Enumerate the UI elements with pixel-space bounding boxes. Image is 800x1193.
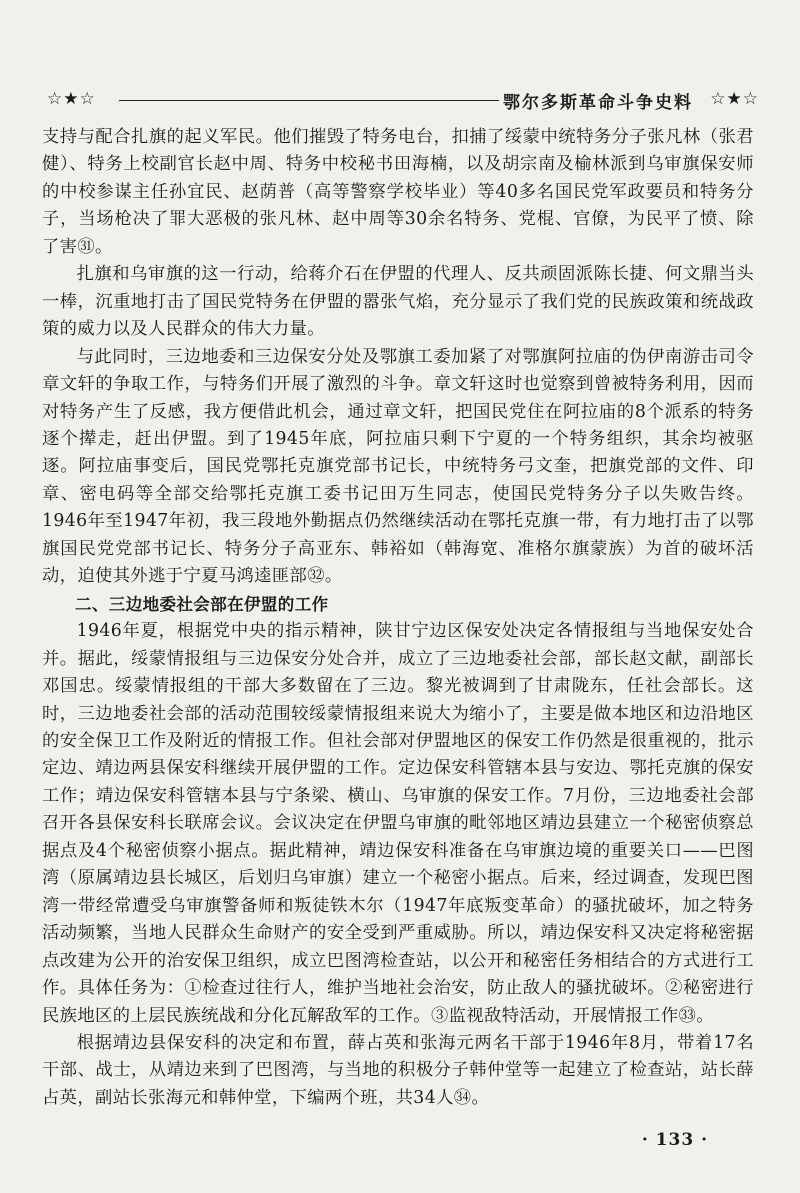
paragraph-continuation: 支持与配合扎旗的起义军民。他们摧毁了特务电台，扣捕了绥蒙中统特务分子张凡林（张君健）、特务上校副官长赵中周、特务中校秘书田海楠，以及胡宗南及榆林派到乌审旗保安师的中校参谋主任孙宜民、赵荫普（高等警察学校毕业）等40多名国民党军政要员和特务分子，当场枪决了罪大恶极的张凡林、赵中周等30余名特务、党棍、官僚，为民平了愤、除了害㉛。 bbox=[42, 127, 754, 257]
header-stars-right: ☆★☆ bbox=[710, 89, 759, 109]
header-stars-left: ☆★☆ bbox=[47, 89, 96, 109]
header-title: 鄂尔多斯革命斗争史料 bbox=[503, 93, 693, 113]
page-number: · 133 · bbox=[641, 1130, 708, 1150]
section-heading: 二、三边地委社会部在伊盟的工作 bbox=[75, 594, 329, 614]
paragraph: 与此同时，三边地委和三边保安分处及鄂旗工委加紧了对鄂旗阿拉庙的伪伊南游击司令章文轩的争取工作，与特务们开展了激烈的斗争。章文轩这时也觉察到曾被特务利用，因而对特务产生了反感，我方便借此机会，通过章文轩，把国民党住在阿拉庙的8个派系的特务逐个撵走，赶出伊盟。到了1945年底，阿拉庙只剩下宁夏的一个特务组织，其余均被驱逐。阿拉庙事变后，国民党鄂托克旗党部书记长，中统特务弓文奎，把旗党部的文件、印章、密电码等全部交给鄂托克旗工委书记田万生同志，使国民党特务分子以失败告终。1946年至1947年初，我三段地外勤据点仍然继续活动在鄂托克旗一带，有力地打击了以鄂旗国民党党部书记长、特务分子高亚东、韩裕如（韩海宽、准格尔旗蒙族）为首的破坏活动，迫使其外逃于宁夏马鸿逵匪部㉜。 bbox=[42, 346, 754, 587]
paragraph: 扎旗和乌审旗的这一行动，给蒋介石在伊盟的代理人、反共顽固派陈长捷、何文鼎当头一棒，沉重地打击了国民党特务在伊盟的嚣张气焰，充分显示了我们党的民族政策和统战政策的威力以及人民群众的伟大力量。 bbox=[42, 264, 754, 340]
header-rule bbox=[119, 100, 499, 101]
paragraph: 1946年夏，根据党中央的指示精神，陕甘宁边区保安处决定各情报组与当地保安处合并。据此，绥蒙情报组与三边保安分处合并，成立了三边地委社会部，部长赵文献，副部长邓国忠。绥蒙情报组的干部大多数留在了三边。黎光被调到了甘肃陇东，任社会部长。这时，三边地委社会部的活动范围较绥蒙情报组来说大为缩小了，主要是做本地区和边沿地区的安全保卫工作及附近的情报工作。但社会部对伊盟地区的保安工作仍然是很重视的，批示定边、靖边两县保安科继续开展伊盟的工作。定边保安科管辖本县与安边、鄂托克旗的保安工作；靖边保安科管辖本县与宁条梁、横山、乌审旗的保安工作。7月份，三边地委社会部召开各县保安科长联席会议。会议决定在伊盟乌审旗的毗邻地区靖边县建立一个秘密侦察总据点及4个秘密侦察小据点。据此精神，靖边保安科准备在乌审旗边境的重要关口——巴图湾（原属靖边县长城区，后划归乌审旗）建立一个秘密小据点。后来，经过调查，发现巴图湾一带经常遭受乌审旗警备师和叛徒铁木尔（1947年底叛变革命）的骚扰破坏，加之特务活动频繁，当地人民群众生命财产的安全受到严重威胁。所以，靖边保安科又决定将秘密据点改建为公开的治安保卫组织，成立巴图湾检查站，以公开和秘密任务相结合的方式进行工作。具体任务为：①检查过往行人，维护当地社会治安，防止敌人的骚扰破坏。②秘密进行民族地区的上层民族统战和分化瓦解敌军的工作。③监视敌特活动，开展情报工作㉝。 bbox=[42, 621, 754, 1026]
running-header bbox=[47, 88, 759, 114]
body-text bbox=[42, 124, 754, 1112]
paragraph: 根据靖边县保安科的决定和布置，薛占英和张海元两名干部于1946年8月，带着17名干部、战士，从靖边来到了巴图湾，与当地的积极分子韩仲堂等一起建立了检查站，站长薛占英，副站长张海元和韩仲堂，下编两个班，共34人㉞。 bbox=[42, 1032, 754, 1108]
